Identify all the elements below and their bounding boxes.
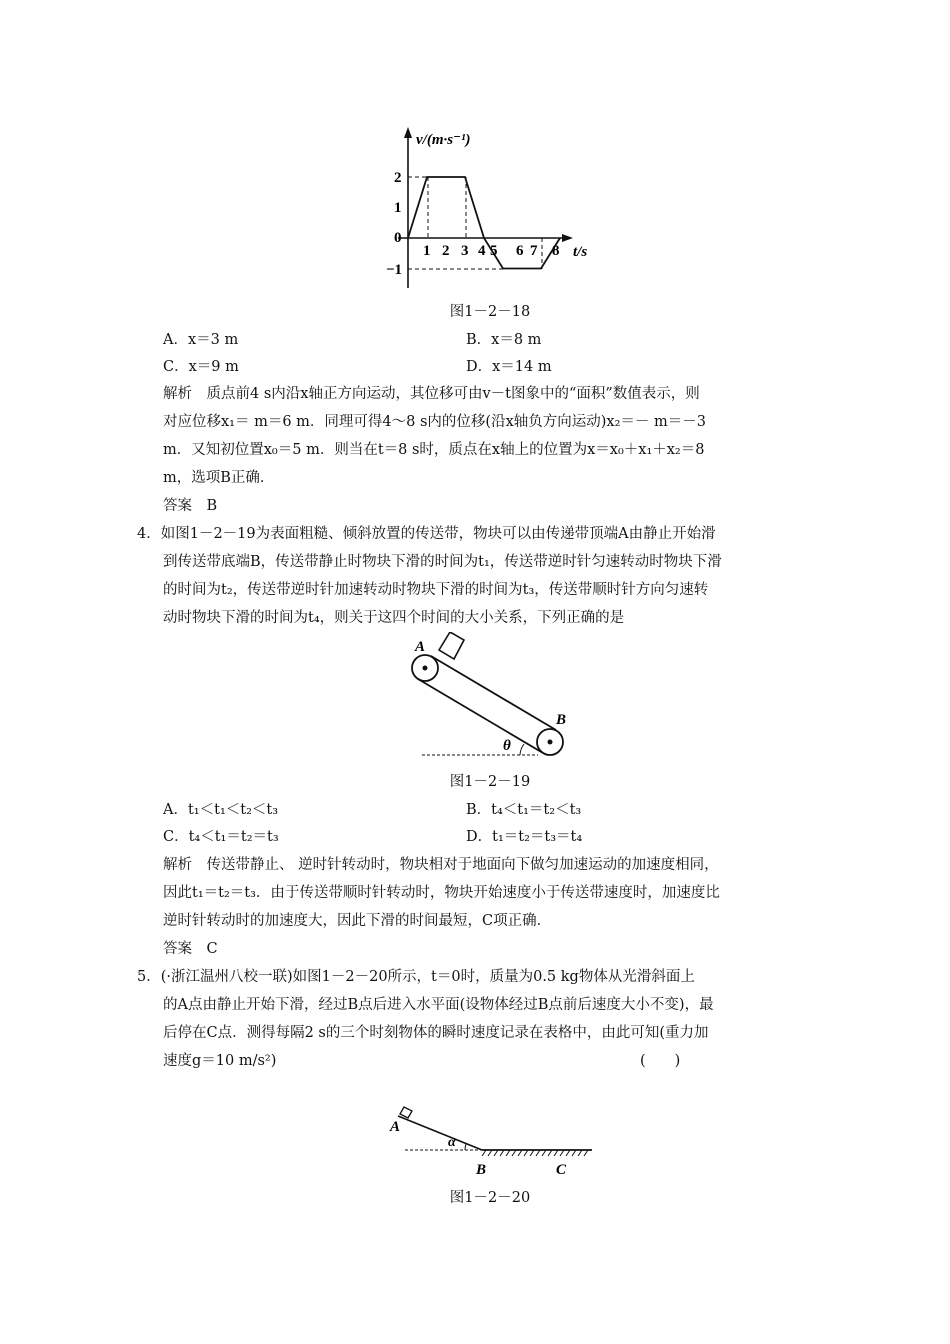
label-b: B bbox=[476, 1162, 487, 1178]
question-stem-line: 动时物块下滑的时间为t₄，则关于这四个时间的大小关系，下列正确的是 bbox=[163, 610, 625, 626]
x-tick-label: 4 bbox=[478, 243, 486, 259]
question-stem-line: 到传送带底端B，传送带静止时物块下滑的时间为t₁，传送带逆时针匀速转动时物块下滑 bbox=[163, 554, 722, 570]
question-stem-line: 后停在C点．测得每隔2 s的三个时刻物体的瞬时速度记录在表格中，由此可知(重力加 bbox=[163, 1025, 709, 1041]
analysis-line: 对应位移x₁＝ m＝6 m．同理可得4～8 s内的位移(沿x轴负方向运动)x₂＝－ m＝－3 bbox=[163, 414, 706, 430]
question-stem-line: 的时间为t₂，传送带逆时针加速转动时物块下滑的时间为t₃，传送带顺时针方向匀速转 bbox=[163, 582, 709, 598]
incline-figure bbox=[385, 1100, 610, 1190]
conveyor-figure bbox=[400, 632, 580, 762]
analysis-line: 因此t₁＝t₂＝t₃．由于传送带顺时针转动时，物块开始速度小于传送带速度时，加速度比 bbox=[163, 885, 720, 901]
label-a: A bbox=[415, 639, 426, 655]
y-tick-label: 1 bbox=[394, 200, 402, 216]
answer-line: 答案 B bbox=[163, 498, 218, 514]
option-d: D．x＝14 m bbox=[466, 359, 552, 375]
label-c: C bbox=[556, 1162, 567, 1178]
figure-caption: 图1－2－19 bbox=[449, 774, 531, 790]
origin-label: 0 bbox=[394, 230, 402, 246]
figure-caption: 图1－2－20 bbox=[449, 1190, 531, 1206]
option-b: B．t₄＜t₁＝t₂＜t₃ bbox=[466, 802, 582, 818]
pulley-bottom-axle bbox=[548, 740, 553, 745]
x-tick-label: 2 bbox=[442, 243, 450, 259]
answer-bracket: ( ) bbox=[640, 1053, 681, 1069]
question-stem-line: 速度g＝10 m/s²) bbox=[163, 1053, 277, 1069]
option-d: D．t₁＝t₂＝t₃＝t₄ bbox=[466, 829, 583, 845]
angle-arc bbox=[465, 1144, 466, 1150]
figure-caption: 图1－2－18 bbox=[449, 304, 531, 320]
question-stem-line: 4．如图1－2－19为表面粗糙、倾斜放置的传送带，物块可以由传递带顶端A由静止开始滑 bbox=[137, 526, 716, 542]
block bbox=[400, 1107, 412, 1118]
analysis-line: 解析 质点前4 s内沿x轴正方向运动，其位移可由v－t图象中的“面积”数值表示，则 bbox=[163, 386, 700, 402]
label-b: B bbox=[556, 712, 567, 728]
question-stem-line: 5．(·浙江温州八校一联)如图1－2－20所示，t＝0时，质量为0.5 kg物体从光滑斜面上 bbox=[137, 969, 695, 985]
x-tick-label: 7 bbox=[530, 243, 538, 259]
x-tick-label: 1 bbox=[423, 243, 431, 259]
belt-lower bbox=[418, 679, 543, 753]
y-tick-label: −1 bbox=[386, 262, 403, 278]
incline-surface bbox=[398, 1116, 482, 1150]
question-stem-line: 的A点由静止开始下滑，经过B点后进入水平面(设物体经过B点前后速度大小不变)，最 bbox=[163, 997, 714, 1013]
analysis-line: 逆时针转动时的加速度大，因此下滑的时间最短，C项正确． bbox=[163, 913, 552, 929]
label-alpha: α bbox=[448, 1135, 456, 1150]
label-theta: θ bbox=[503, 738, 511, 754]
x-tick-label: 6 bbox=[516, 243, 524, 259]
answer-line: 答案 C bbox=[163, 941, 218, 957]
block bbox=[439, 632, 464, 659]
option-c: C．t₄＜t₁＝t₂＝t₃ bbox=[163, 829, 279, 845]
x-tick-label: 3 bbox=[461, 243, 469, 259]
y-tick-label: 2 bbox=[394, 170, 402, 186]
option-c: C．x＝9 m bbox=[163, 359, 239, 375]
pulley-top-axle bbox=[423, 666, 428, 671]
angle-arc bbox=[520, 744, 524, 755]
x-tick-label: 5 bbox=[490, 243, 498, 259]
label-a: A bbox=[390, 1119, 401, 1135]
option-b: B．x＝8 m bbox=[466, 332, 542, 348]
belt-upper bbox=[431, 656, 556, 730]
y-axis-label: v/(m·s⁻¹) bbox=[416, 132, 471, 148]
x-tick-label: 8 bbox=[552, 243, 560, 259]
option-a: A．x＝3 m bbox=[163, 332, 239, 348]
analysis-line: m，选项B正确． bbox=[163, 470, 275, 486]
vt-chart bbox=[380, 120, 620, 295]
option-a: A．t₁＜t₁＜t₂＜t₃ bbox=[163, 802, 279, 818]
y-axis-arrow bbox=[404, 127, 412, 138]
analysis-line: 解析 传送带静止、 逆时针转动时，物块相对于地面向下做匀加速运动的加速度相同， bbox=[163, 857, 719, 873]
x-axis-label: t/s bbox=[573, 244, 588, 260]
analysis-line: m．又知初位置x₀＝5 m．则当在t＝8 s时，质点在x轴上的位置为x＝x₀＋x₁＋x₂＝8 bbox=[163, 442, 705, 458]
x-axis-arrow bbox=[562, 234, 573, 242]
